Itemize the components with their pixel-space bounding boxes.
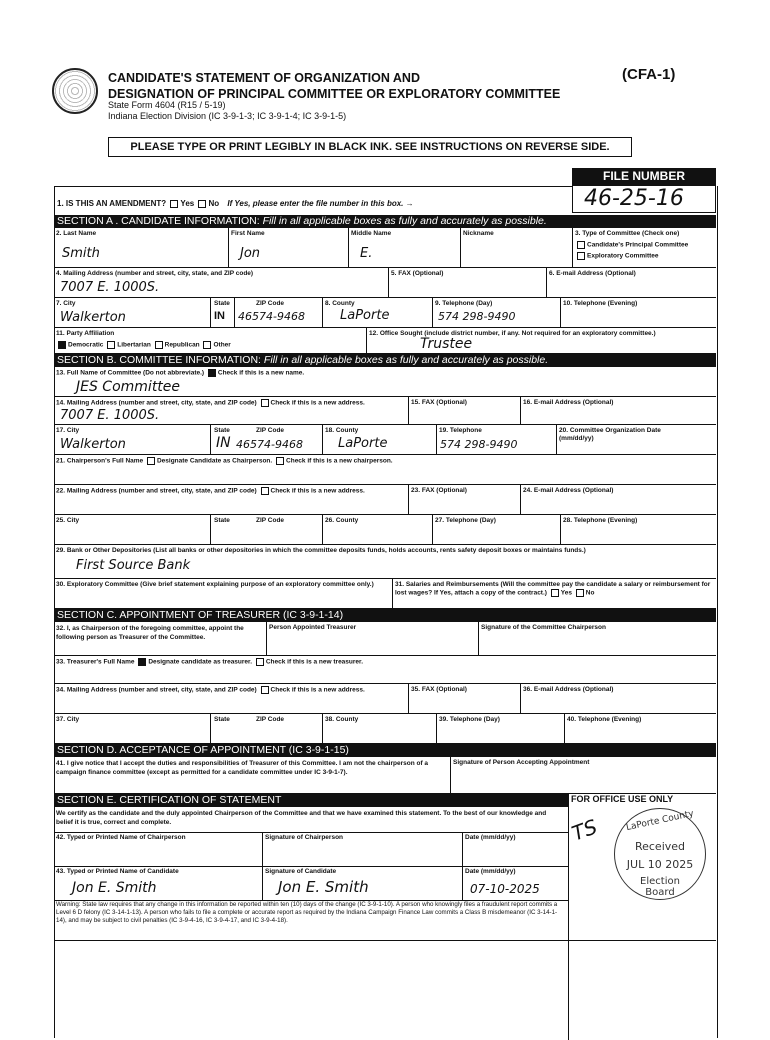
principal-committee-checkbox[interactable] [577,241,585,249]
section-e-header: SECTION E. CERTIFICATION OF STATEMENT [54,794,568,807]
candidate-phone-field[interactable]: 574 298-9490 [438,310,516,323]
candidate-date[interactable]: 07-10-2025 [470,882,540,896]
candidate-signature[interactable]: Jon E. Smith [278,878,369,896]
new-treasurer-checkbox[interactable] [256,658,264,666]
file-number-value: 46-25-16 [584,186,684,211]
designate-treasurer-checkbox[interactable] [138,658,146,666]
committee-name-field[interactable]: JES Committee [76,379,181,395]
form-subtitle: State Form 4604 (R15 / 5-19) Indiana Election Division (IC 3-9-1-3; IC 3-9-1-4; IC 3-9-1-5) [108,100,347,121]
new-chair-checkbox[interactable] [276,457,284,465]
salary-no-checkbox[interactable] [576,589,584,597]
new-address-checkbox[interactable] [261,399,269,407]
party-democratic-checkbox[interactable] [58,341,66,349]
form-title: CANDIDATE'S STATEMENT OF ORGANIZATION AND DESIGNATION OF PRINCIPAL COMMITTEE OR EXPLORATORY COMMITTEE [108,71,561,101]
office-sought-field[interactable]: Trustee [420,336,473,352]
amendment-yes-checkbox[interactable] [170,200,178,208]
instructions-banner: PLEASE TYPE OR PRINT LEGIBLY IN BLACK INK. SEE INSTRUCTIONS ON REVERSE SIDE. [108,137,632,157]
candidate-county-field[interactable]: LaPorte [340,308,390,323]
new-name-checkbox[interactable] [208,369,216,377]
candidate-mailing-field[interactable]: 7007 E. 1000S. [60,280,160,295]
form-code: (CFA-1) [622,66,676,83]
exploratory-committee-checkbox[interactable] [577,252,585,260]
salary-yes-checkbox[interactable] [551,589,559,597]
committee-mailing-field[interactable]: 7007 E. 1000S. [60,408,160,423]
file-number-label: FILE NUMBER [572,168,716,185]
bank-field[interactable]: First Source Bank [76,558,191,573]
party-libertarian-checkbox[interactable] [107,341,115,349]
last-name-field[interactable]: Smith [62,246,100,261]
candidate-zip-field[interactable]: 46574-9468 [238,310,305,323]
chair-new-address-checkbox[interactable] [261,487,269,495]
office-use-label: FOR OFFICE USE ONLY [571,794,674,804]
candidate-city-field[interactable]: Walkerton [60,310,126,325]
section-d-header: SECTION D. ACCEPTANCE OF APPOINTMENT (IC 3-9-1-15) [54,744,716,757]
office-initials: TS [568,814,601,846]
treasurer-new-address-checkbox[interactable] [261,686,269,694]
first-name-field[interactable]: Jon [240,246,261,261]
designate-chair-checkbox[interactable] [147,457,155,465]
warning-text: Warning: State law requires that any change in this information be reported within ten (10) days of the change (IC 3-9-1-10). A person who knowingly files a fraudulent report commits a Level 6 D felony (IC 3-14-1-13). A person who fails to file a complete or accurate report as required by the Indiana Campaign Finance Law commits a Class B misdemeanor (IC 3-14-1-14), and may be subject to civil penalties (IC 3-9-4-16, IC 3-9-4-17, and IC 3-9-4-18). [56,901,558,924]
party-republican-checkbox[interactable] [155,341,163,349]
section-c-header: SECTION C. APPOINTMENT OF TREASURER (IC 3-9-1-14) [54,609,716,622]
amendment-no-checkbox[interactable] [198,200,206,208]
committee-state-field[interactable]: IN [216,435,231,451]
state-seal-icon [52,68,98,114]
committee-phone-field[interactable]: 574 298-9490 [440,438,518,451]
candidate-state-field[interactable]: IN [214,310,225,322]
committee-city-field[interactable]: Walkerton [60,437,126,452]
amendment-question: 1. IS THIS AN AMENDMENT? Yes No If Yes, please enter the file number in this box. → [57,199,414,208]
section-b-header: SECTION B. COMMITTEE INFORMATION: Fill in all applicable boxes as fully and accurately as possible. [54,354,716,367]
middle-name-field[interactable]: E. [360,246,373,261]
party-other-checkbox[interactable] [203,341,211,349]
committee-zip-field[interactable]: 46574-9468 [236,438,303,451]
committee-county-field[interactable]: LaPorte [338,436,388,451]
section-a-header: SECTION A . CANDIDATE INFORMATION: Fill in all applicable boxes as fully and accurately as possible. [54,215,716,228]
candidate-printed-name[interactable]: Jon E. Smith [72,880,157,896]
